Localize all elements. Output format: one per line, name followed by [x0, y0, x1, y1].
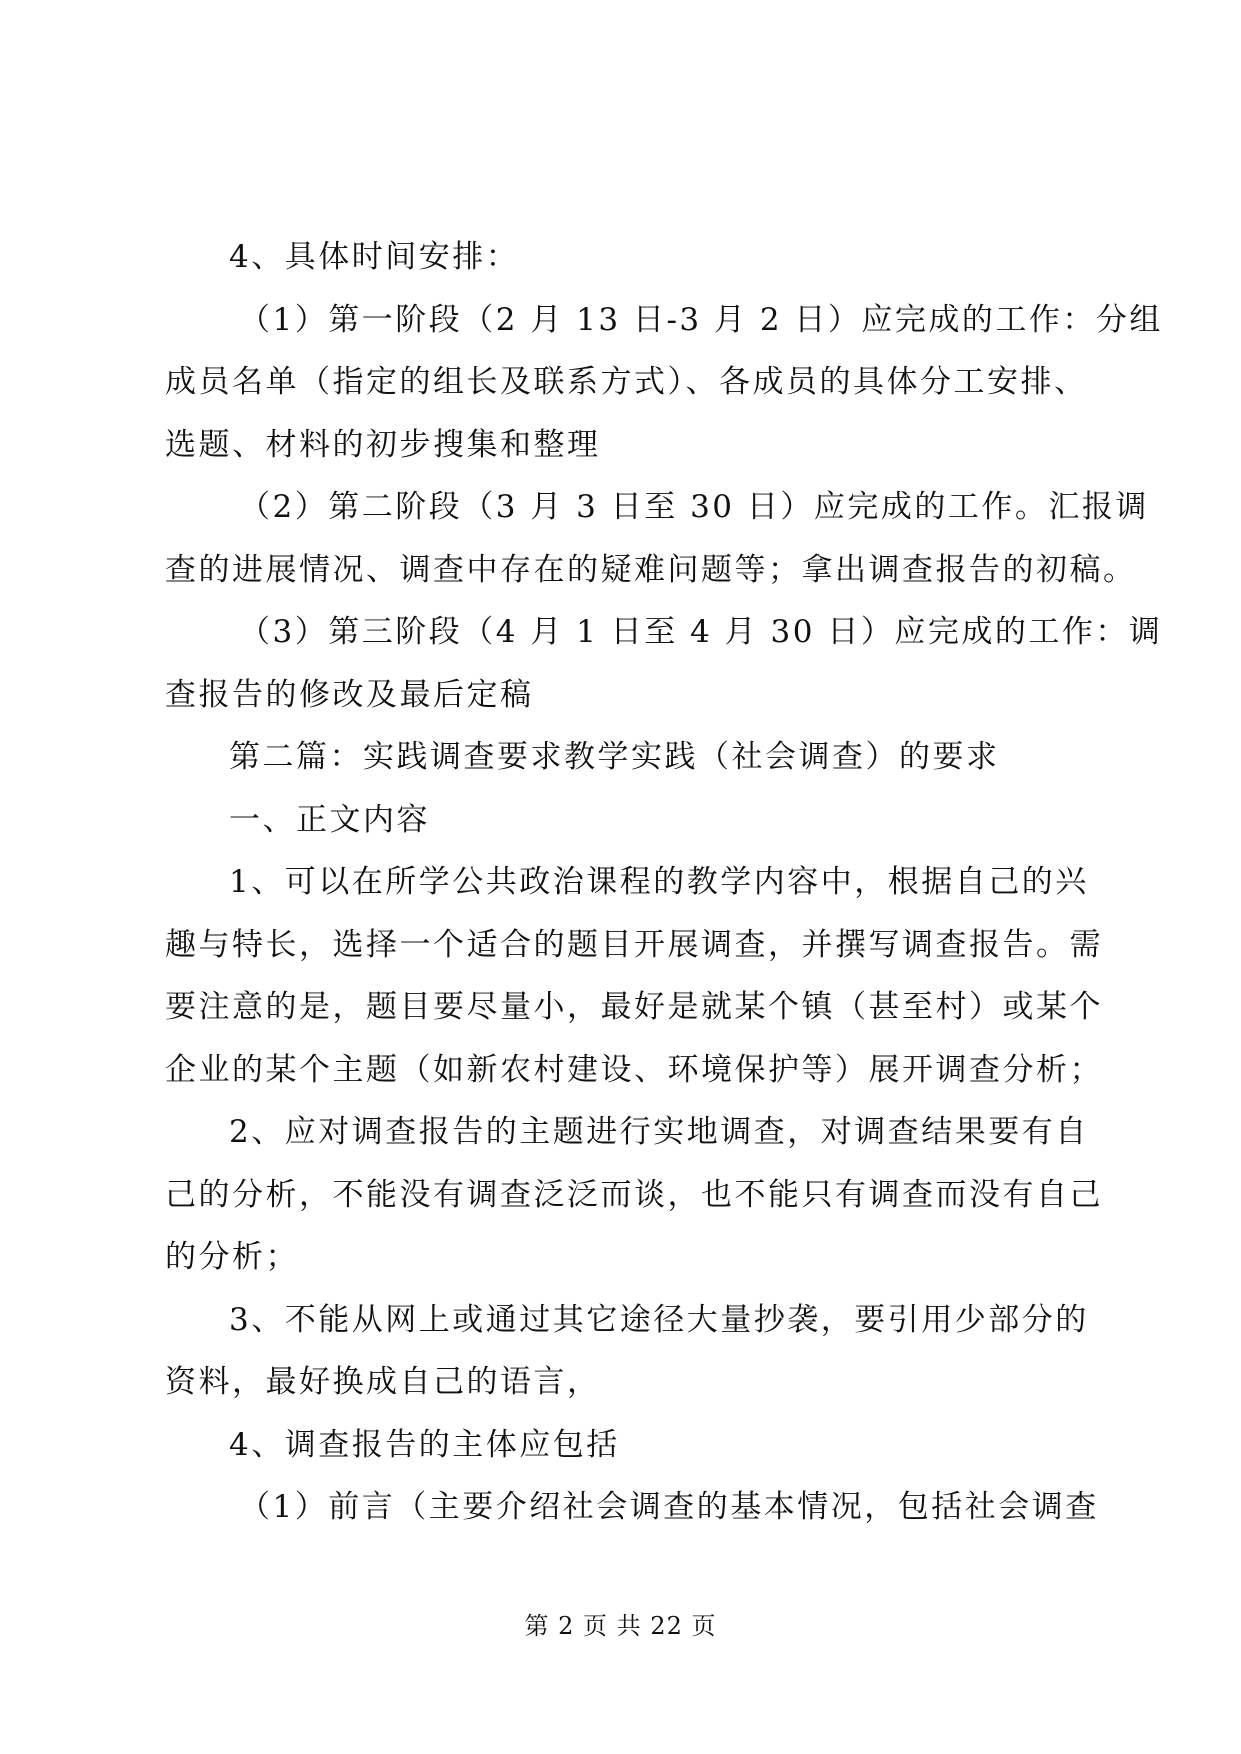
section-heading: 第二篇：实践调查要求教学实践（社会调查）的要求: [229, 739, 1000, 775]
page-footer: 第 2 页 共 22 页: [524, 1612, 717, 1640]
paragraph-line: （1）前言（主要介绍社会调查的基本情况，包括社会调查: [239, 1489, 1099, 1525]
paragraph-line: 的分析；: [165, 1239, 299, 1275]
paragraph-line: 查的进展情况、调查中存在的疑难问题等；拿出调查报告的初稿。: [165, 551, 1137, 588]
document-body: [165, 226, 1163, 1539]
subsection-heading: 一、正文内容: [229, 801, 430, 838]
paragraph-line: （2）第二阶段（3 月 3 日至 30 日）应完成的工作。汇报调: [239, 489, 1149, 525]
paragraph-line: 己的分析，不能没有调查泛泛而谈，也不能只有调查而没有自己: [165, 1176, 1103, 1213]
paragraph-line: 资料，最好换成自己的语言，: [165, 1364, 601, 1400]
paragraph-line: 1、可以在所学公共政治课程的教学内容中，根据自己的兴: [229, 864, 1089, 900]
paragraph-line: 要注意的是，题目要尽量小，最好是就某个镇（甚至村）或某个: [165, 989, 1103, 1025]
paragraph-line: （1）第一阶段（2 月 13 日-3 月 2 日）应完成的工作：分组: [239, 301, 1163, 338]
paragraph-line: （3）第三阶段（4 月 1 日至 4 月 30 日）应完成的工作：调: [239, 614, 1163, 650]
paragraph-line: 选题、材料的初步搜集和整理: [165, 426, 601, 463]
paragraph-line: 2、应对调查报告的主题进行实地调查，对调查结果要有自: [229, 1114, 1089, 1150]
paragraph-line: 成员名单（指定的组长及联系方式）、各成员的具体分工安排、: [165, 364, 1088, 400]
paragraph-line: 查报告的修改及最后定稿: [165, 676, 534, 713]
paragraph-line: 趣与特长，选择一个适合的题目开展调查，并撰写调查报告。需: [165, 926, 1103, 963]
paragraph-line: 3、不能从网上或通过其它途径大量抄袭，要引用少部分的: [229, 1301, 1089, 1338]
paragraph-line: 4、调查报告的主体应包括: [229, 1426, 620, 1463]
paragraph-line: 企业的某个主题（如新农村建设、环境保护等）展开调查分析；: [165, 1051, 1103, 1088]
paragraph-line: 4、具体时间安排：: [229, 239, 520, 275]
